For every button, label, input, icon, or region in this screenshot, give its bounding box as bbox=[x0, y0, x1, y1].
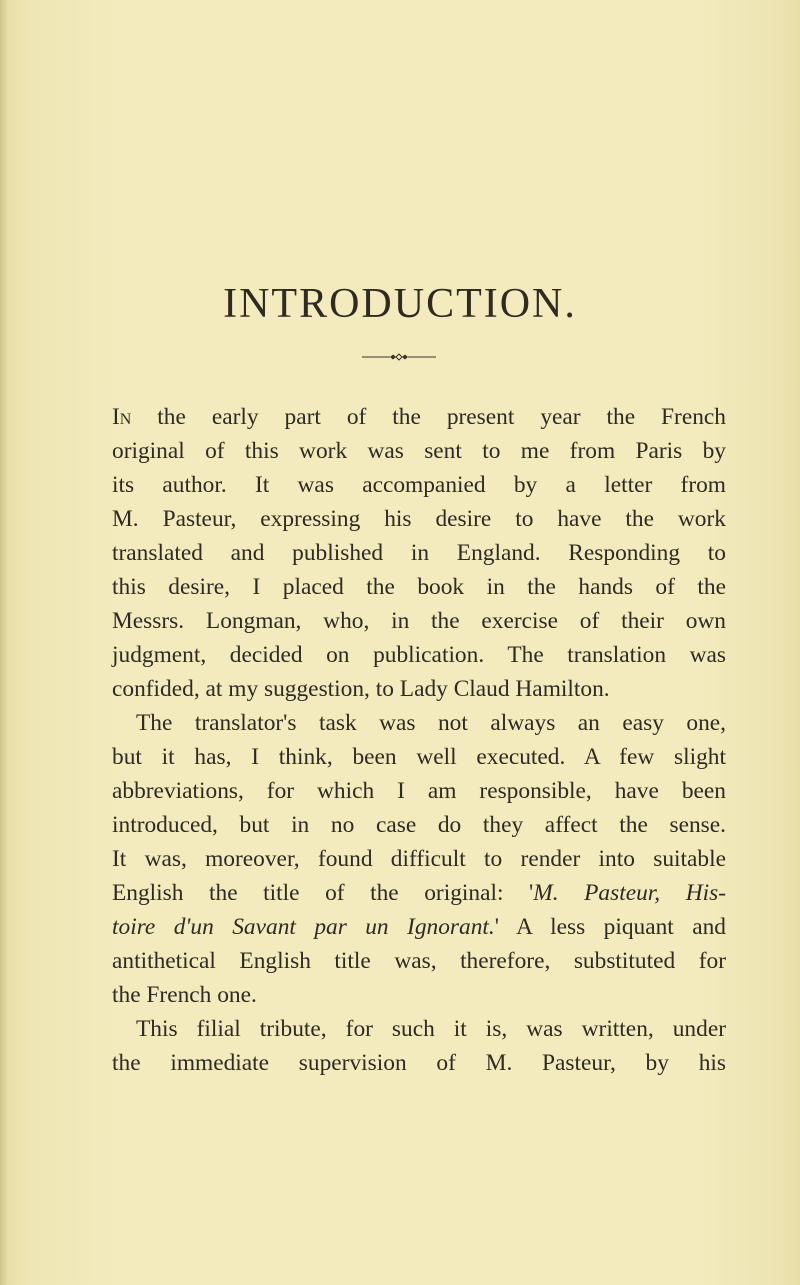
chapter-heading: INTRODUCTION. bbox=[223, 281, 577, 327]
text-line: introduced, but in no case do they affect the sense. bbox=[112, 812, 726, 838]
text-line: its author. It was accompanied by a letter from bbox=[112, 472, 726, 498]
text-line: The translator's task was not always an easy one, bbox=[136, 710, 726, 736]
text-line: It was, moreover, found difficult to render into suitable bbox=[112, 846, 726, 872]
page-binding-shadow bbox=[0, 0, 8, 1285]
text-line: confided, at my suggestion, to Lady Claud Hamilton. bbox=[112, 676, 610, 702]
text-line: judgment, decided on publication. The translation was bbox=[112, 642, 726, 668]
text-line: In the early part of the present year the French bbox=[112, 404, 726, 430]
text-line: the French one. bbox=[112, 982, 257, 1008]
text-line: Messrs. Longman, who, in the exercise of their own bbox=[112, 608, 726, 634]
drop-word: In bbox=[112, 404, 132, 430]
text-line: translated and published in England. Responding to bbox=[112, 540, 726, 566]
text-line: original of this work was sent to me from Paris by bbox=[112, 438, 726, 464]
text-line: antithetical English title was, therefore, substituted for bbox=[112, 948, 726, 974]
text-line: This filial tribute, for such it is, was written, under bbox=[136, 1016, 726, 1042]
text-line: the immediate supervision of M. Pasteur, by his bbox=[112, 1050, 726, 1076]
text-line: English the title of the original: 'M. Pasteur, His- bbox=[112, 880, 726, 906]
text-line: toire d'un Savant par un Ignorant.' A less piquant and bbox=[112, 914, 726, 940]
text-line: this desire, I placed the book in the hands of the bbox=[112, 574, 726, 600]
text-line: but it has, I think, been well executed. A few slight bbox=[112, 744, 726, 770]
text-line: M. Pasteur, expressing his desire to have the work bbox=[112, 506, 726, 532]
text-line: abbreviations, for which I am responsible, have been bbox=[112, 778, 726, 804]
ornament-rule-icon bbox=[362, 352, 436, 362]
